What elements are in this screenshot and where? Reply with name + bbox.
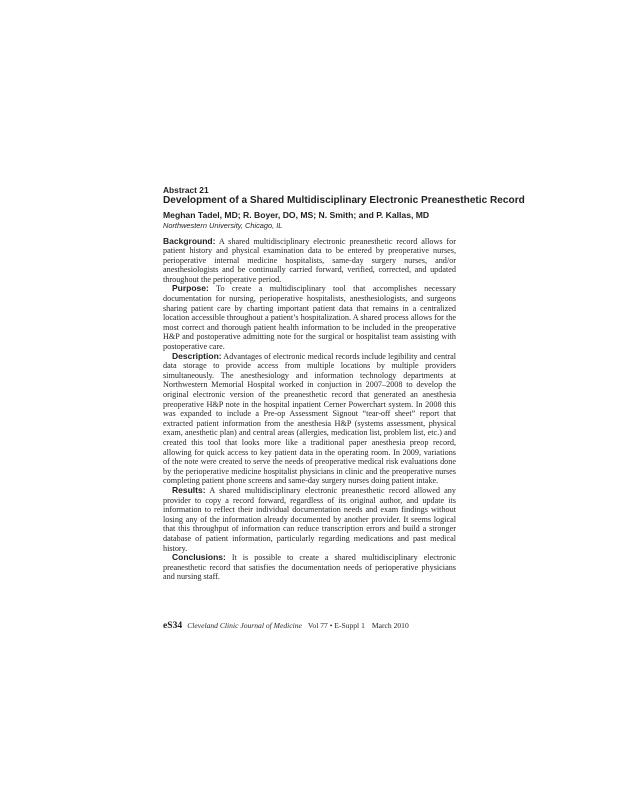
abstract-number: Abstract 21 <box>163 185 209 195</box>
results-paragraph <box>163 486 456 553</box>
author-list: Meghan Tadel, MD; R. Boyer, DO, MS; N. Smith; and P. Kallas, MD <box>163 209 430 220</box>
background-heading: Background: <box>163 235 216 246</box>
purpose-heading: Purpose: <box>172 283 209 294</box>
results-heading: Results: <box>172 484 206 495</box>
affiliation: Northwestern University, Chicago, IL <box>163 221 283 230</box>
volume-info: Vol 77 • E-Suppl 1 <box>307 621 365 630</box>
background-paragraph <box>163 237 456 285</box>
conclusions-paragraph <box>163 553 456 582</box>
abstract-body <box>163 237 456 582</box>
description-paragraph <box>163 352 456 486</box>
results-text: A shared multidisciplinary electronic preanesthetic record allowed any provider to copy a record forward, regardless of its original author, and update its information to reflect their individual documentation needs and exam findings without losing any of the information already documented by another provider. It seems logical that this throughput of information can reduce transcription errors and build a stronger database of patient information, particularly regarding medications and past medical history. <box>163 485 456 553</box>
description-heading: Description: <box>172 350 222 361</box>
purpose-text: To create a multidisciplinary tool that accomplishes necessary documentation for nursing, perioperative hospitalists, anesthesiologists, and surgeons sharing patient care by charting important patient data that remains in a centralized location accessible throughout a patient’s hospitalization. A shared process allows for the most correct and thorough patient health information to be included in the preoperative H&P and postoperative admitting note for the surgical or hospitalist team assisting with postoperative care. <box>163 284 456 352</box>
description-text: Advantages of electronic medical records include legibility and central data storage to provide access from multiple locations by multiple providers simultaneously. The anesthesiology and information technology departments at Northwestern Memorial Hospital worked in conjuction in 2007–2008 to develop the original electronic version of the preanesthetic record that generated an anesthesia preoperative H&P note in the hospital inpatient Cerner Powerchart system. In 2008 this was expanded to include a Pre-op Assessment Signout “tear-off sheet” report that extracted patient information from the anesthesia H&P (systems assessment, physical exam, anesthetic plan) and central areas (allergies, medication list, problem list, etc.) and created this tool that looks more like a traditional paper anesthesia preop record, allowing for quick access to key patient data in the operating room. In 2009, variations of the note were created to serve the needs of preoperative medical risk evaluations done by the perioperative medicine hospitalist physicians in clinic and the preoperative nurses completing patient phone screens and same-day surgery nurses doing patient intake. <box>163 351 456 486</box>
abstract-title: Development of a Shared Multidisciplinary Electronic Preanesthetic Record <box>163 194 525 206</box>
page-footer <box>163 620 409 631</box>
purpose-paragraph <box>163 284 456 351</box>
conclusions-text: It is possible to create a shared multidisciplinary electronic preanesthetic record that satisfies the documentation needs of perioperative physicians and nursing staff. <box>163 553 456 582</box>
page-number: eS34 <box>163 620 183 631</box>
journal-name: Cleveland Clinic Journal of Medicine <box>187 621 302 630</box>
background-text: A shared multidisciplinary electronic preanesthetic record allows for patient history and physical examination data to be entered by preoperative nurses, perioperative internal medicine hospitalists, same-day surgery nurses, and/or anesthesiologists and be continually carried forward, verified, corrected, and updated throughout the perioperative period. <box>163 236 456 284</box>
conclusions-heading: Conclusions: <box>172 552 226 563</box>
issue-date: March 2010 <box>371 621 409 630</box>
